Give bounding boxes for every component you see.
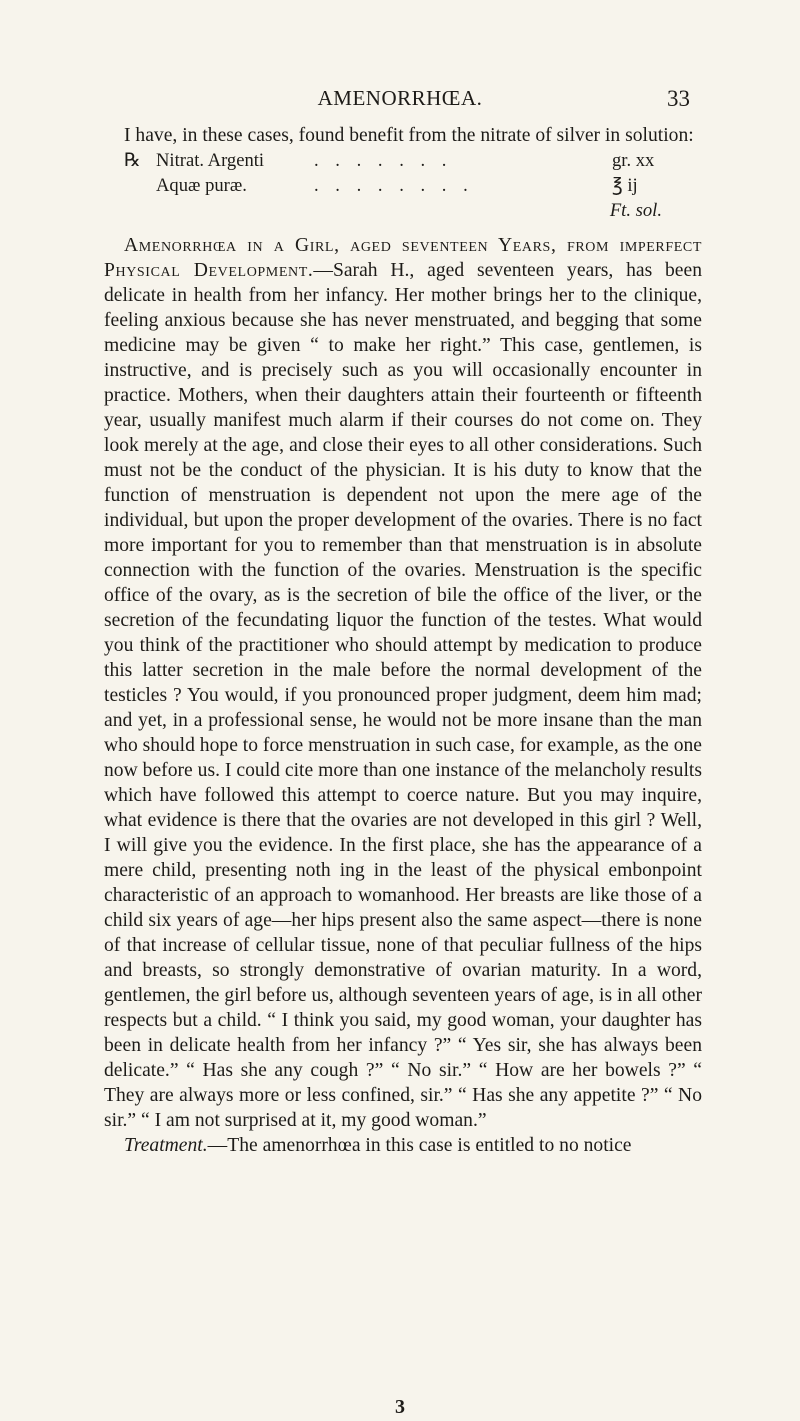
prescription-line-2 <box>104 173 702 198</box>
recipe-symbol: ℞ <box>124 150 141 171</box>
prescription-fiat: Ft. sol. <box>609 200 662 221</box>
treatment-text: —The amenorrhœa in this case is entitled to no notice <box>207 1135 632 1156</box>
body-text <box>104 123 702 1158</box>
ingredient-dose: gr. xx <box>612 150 655 171</box>
treatment-label: Treatment. <box>124 1135 208 1156</box>
running-title: AMENORRHŒA. <box>317 86 483 110</box>
prescription-line-1 <box>104 148 702 173</box>
treatment-paragraph <box>104 1133 702 1158</box>
signature-mark: 3 <box>395 1396 405 1418</box>
ingredient-name: Aquæ puræ. <box>156 175 247 196</box>
page-header <box>0 86 800 112</box>
case-body: —Sarah H., aged seventeen years, has been delicate in health from her infancy. Her mother brings her to the clinique, feeling anxious because she has never menstruated, and begging that some medicine may be given “ to make her right.” This case, gentlemen, is instructive, and is precisely such as you will occasionally encounter in practice. Mothers, when their daughters attain their fourteenth or fifteenth year, usually manifest much alarm if their courses do not come on. They look merely at the age, and close their eyes to all other considerations. Such must not be the conduct of the physician. It is his duty to know that the function of menstruation is dependent not upon the mere age of the individual, but upon the proper development of the ovaries. There is no fact more important for you to remember than that menstruation is in absolute connection with the function of the ovaries. Menstruation is the specific office of the ovary, as is the secretion of bile the office of the liver, or the secretion of the fecundating liquor the function of the testes. What would you think of the practitioner who should attempt by medication to produce this latter secretion in the male before the normal development of the testicles ? You would, if you pronounced proper judgment, deem him mad; and yet, in a professional sense, he would not be more insane than the man who should hope to force menstruation in such case, for example, as the one now before us. I could cite more than one instance of the melancholy results which have followed this attempt to coerce nature. But you may inquire, what evidence is there that the ovaries are not developed in this girl ? Well, I will give you the evidence. In the first place, she has the appearance of a mere child, presenting noth ing in the least of the physical embonpoint characteristic of an approach to womanhood. Her breasts are like those of a child six years of age—her hips present also the same aspect—there is none of that increase of cellular tissue, none of that peculiar fullness of the hips and breasts, so strongly demonstrative of ovarian maturity. In a word, gentlemen, the girl before us, although seventeen years of age, is in all other respects but a child. “ I think you said, my good woman, your daughter has been in delicate health from her infancy ?” “ Yes sir, she has always been delicate.” “ Has she any cough ?” “ No sir.” “ How are her bowels ?” “ They are always more or less confined, sir.” “ Has she any appetite ?” “ No sir.” “ I am not surprised at it, my good woman.” <box>104 260 702 1131</box>
intro-paragraph: I have, in these cases, found benefit from the nitrate of silver in solution: <box>124 125 694 146</box>
ingredient-name: Nitrat. Argenti <box>156 150 265 171</box>
case-paragraph <box>104 233 702 1133</box>
case-heading: Amenorrhœa in a Girl, aged seventeen Years, from imperfect Physical Development. <box>104 235 702 281</box>
page-number: 33 <box>667 86 690 111</box>
prescription <box>104 148 702 223</box>
leader-dots: . . . . . . . <box>314 150 453 171</box>
leader-dots: . . . . . . . . <box>314 175 474 196</box>
ingredient-dose: ℥ ij <box>612 175 638 196</box>
section-gap <box>104 223 702 233</box>
